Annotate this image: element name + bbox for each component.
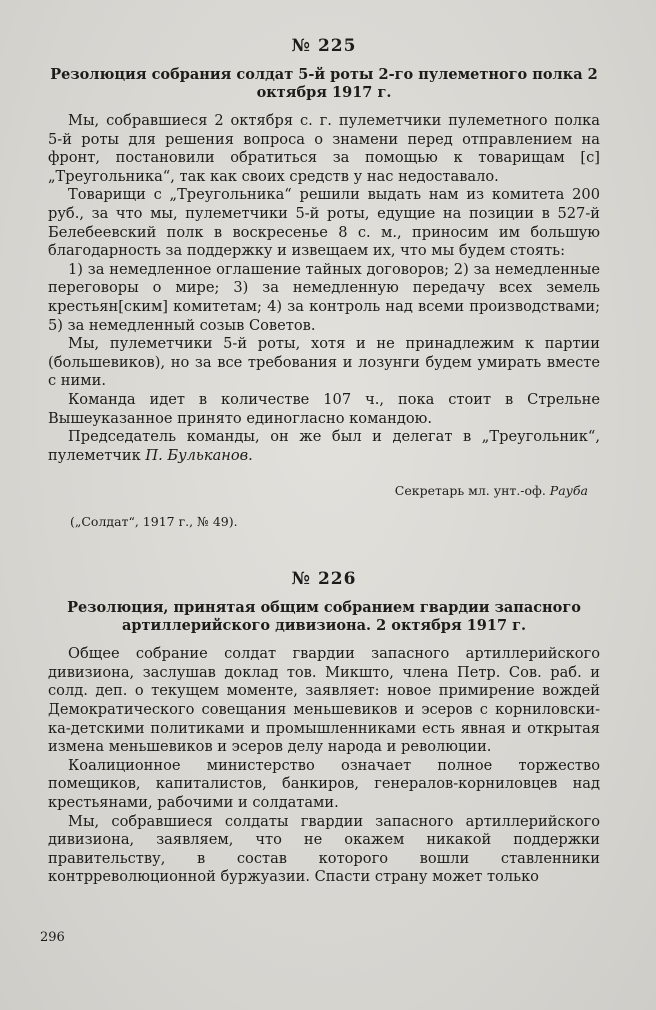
paragraph: Мы, собравшиеся солдаты гвардии запасного артиллерийского дивизиона, заявляем, что не окажем никакой поддержки правительству, в состав которого вошли ставленники контрреволюционной буржуазии. Спасти страну может только: [48, 812, 600, 886]
paragraph: Общее собрание солдат гвардии запасного артиллерийского дивизиона, заслушав доклад тов. Микшто, члена Петр. Сов. раб. и солд. деп. о текущем моменте, заявляет: новое примирение вождей Демократического совещания меньшевиков и эсеров с корниловски-ка-детскими политиками и промышленниками есть явная и открытая измена меньшевиков и эсеров делу народа и революции.: [48, 645, 600, 756]
document-225: [48, 36, 600, 529]
page-number: 296: [40, 930, 65, 945]
secretary-label: Секретарь мл. унт.-оф.: [394, 483, 550, 499]
paragraph: Команда идет в количестве 107 ч., пока стоит в Стрельне Вышеуказанное принято единогласно командою.: [48, 390, 600, 427]
paragraph: Коалиционное министерство означает полное торжество помещиков, капиталистов, банкиров, генералов-корниловцев над крестьянами, рабочими и солдатами.: [48, 756, 600, 812]
secretary-name: Рауба: [549, 483, 588, 499]
document-226: [48, 569, 600, 887]
document-title: Резолюция собрания солдат 5-й роты 2-го пулеметного полка 2 октября 1917 г.: [50, 66, 598, 101]
secretary-signature: [48, 483, 588, 498]
document-number: № 225: [291, 36, 357, 56]
paragraph: Мы, пулеметчики 5-й роты, хотя и не принадлежим к партии (большевиков), но за все требования и лозунги будем умирать вместе с ними.: [48, 335, 600, 390]
paragraph: 1) за немедленное оглашение тайных договоров; 2) за немедленные переговоры о мире; 3) за немедленную передачу всех земель крестьян[ским] комитетам; 4) за контроль над всеми производствами; 5) за немедленный созыв Советов.: [48, 260, 600, 334]
paragraph: Мы, собравшиеся 2 октября с. г. пулеметчики пулеметного полка 5-й роты для решения вопроса о знамени перед отправлением на фронт, постановили обратиться за помощью к товарищам [с] „Треугольника“, так как своих средств у нас недоставало.: [48, 112, 600, 185]
chairman-paragraph: [48, 428, 600, 465]
chairman-name: П. Бульканов.: [145, 446, 253, 464]
source-citation: („Солдат“, 1917 г., № 49).: [70, 514, 238, 530]
paragraph: Товарищи с „Треугольника“ решили выдать нам из комитета 200 руб., за что мы, пулеметчики 5-й роты, едущие на позиции в 527-й Белебеевский полк в воскресенье 8 с. м., приносим им большую благодарность за поддержку и извещаем их, что мы будем стоять:: [48, 186, 600, 260]
document-number: № 226: [291, 569, 357, 590]
chairman-text: Председатель команды, он же был и делегат в „Треугольник“, пулеметчик: [48, 428, 600, 464]
document-title: Резолюция, принятая общим собранием гвардии запасного артиллерийского дивизиона. 2 октября 1917 г.: [67, 599, 581, 635]
